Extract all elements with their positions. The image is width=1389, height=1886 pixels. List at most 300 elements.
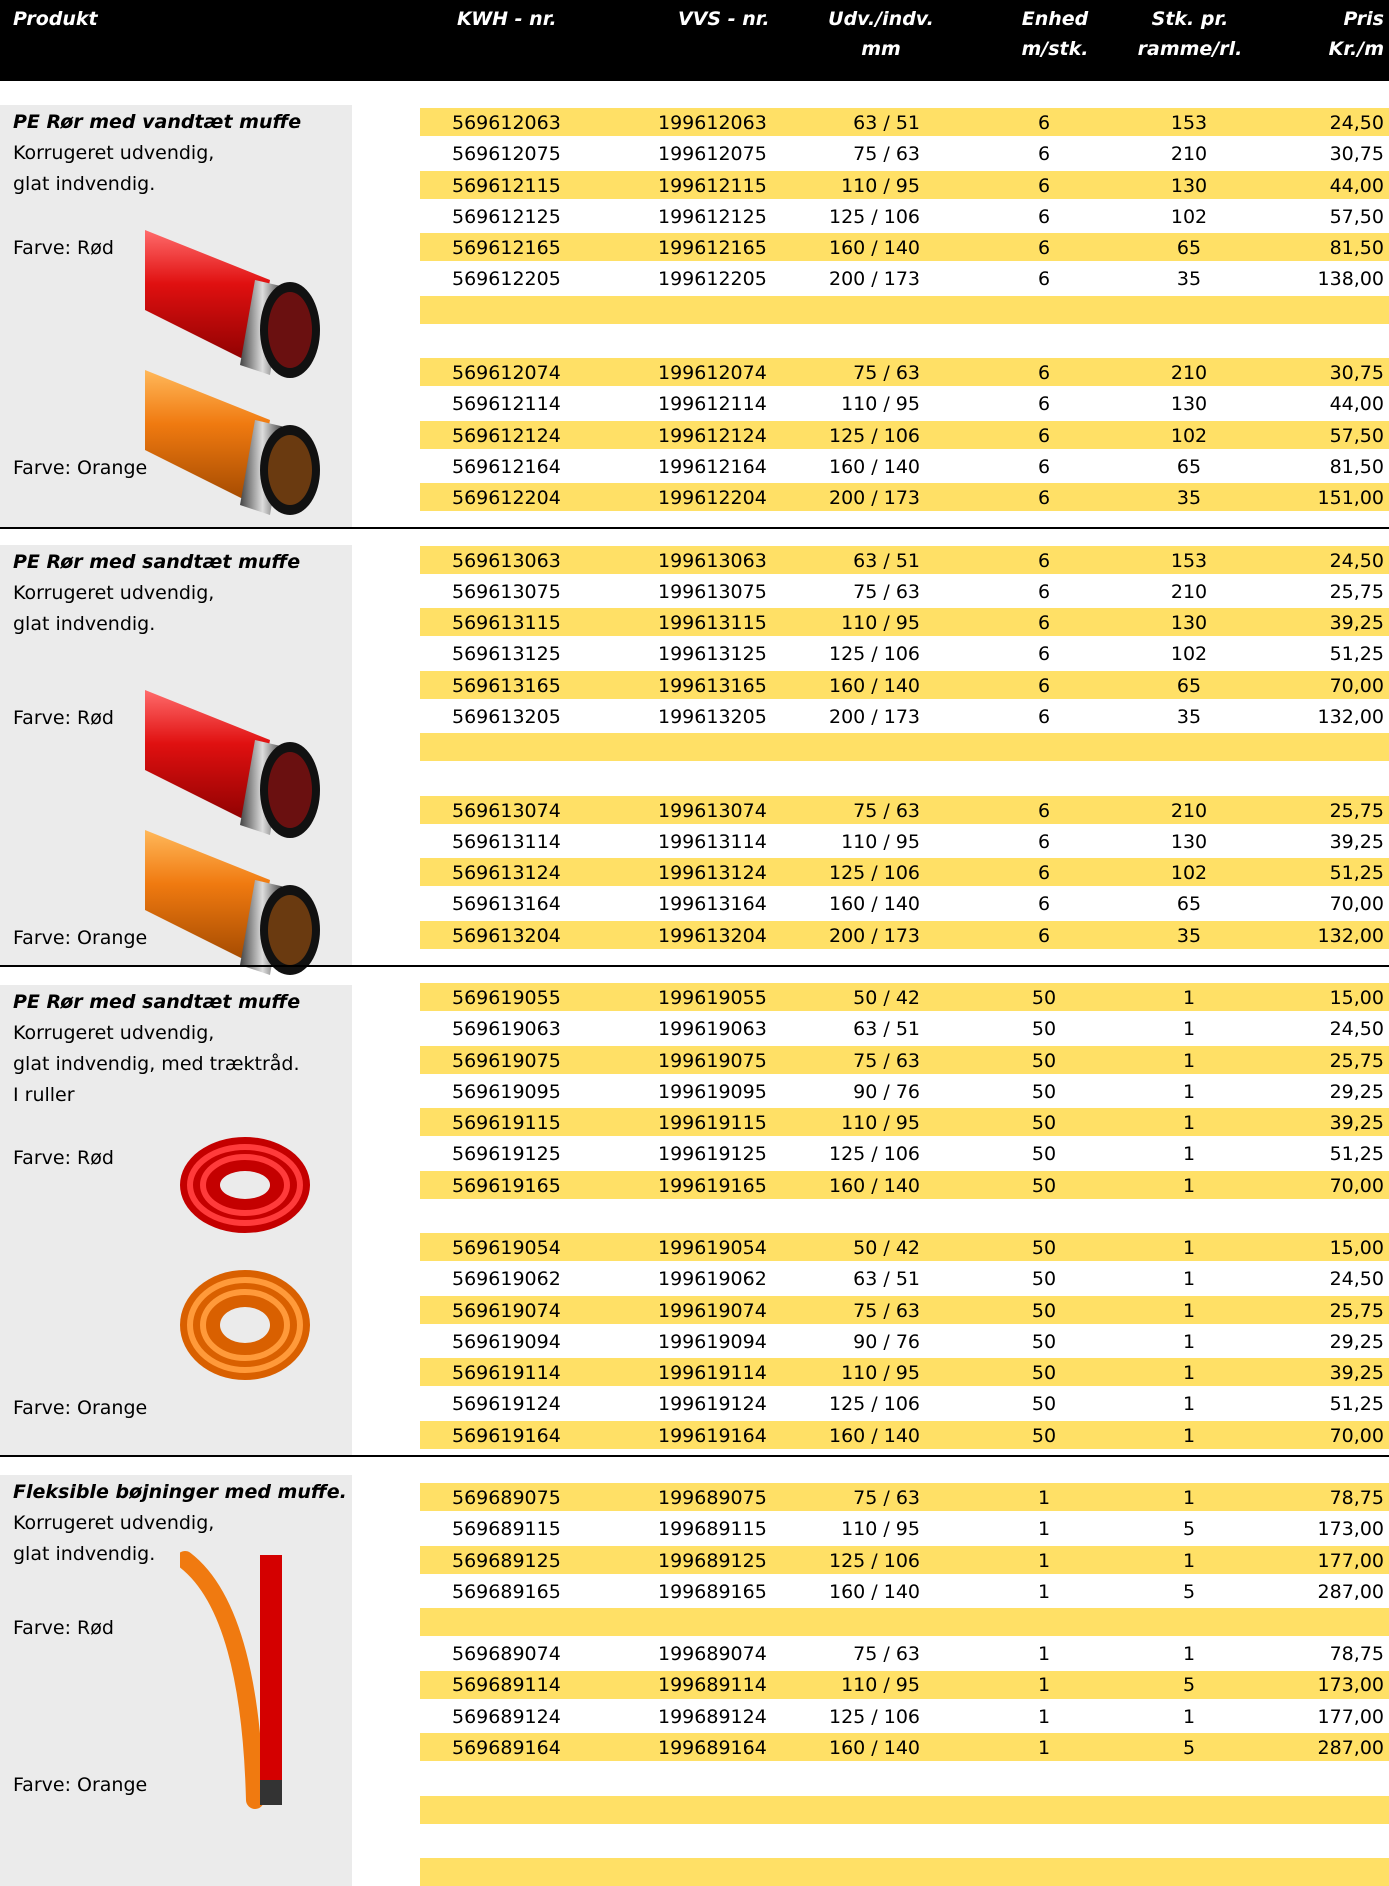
kwh-number: 569619055 <box>452 987 561 1009</box>
table-row <box>0 702 1389 733</box>
kwh-number: 569613124 <box>452 862 561 884</box>
section-desc: Korrugeret udvendig, <box>13 1022 215 1044</box>
unit-length: 6 <box>1037 925 1051 947</box>
kwh-number: 569619095 <box>452 1081 561 1103</box>
table-row <box>0 264 1389 295</box>
dimension: 160 / 140 <box>828 1581 920 1603</box>
color-red-label: Farve: Rød <box>13 707 114 729</box>
vvs-number: 199612204 <box>658 487 767 509</box>
section-desc: glat indvendig, med træktråd. <box>13 1053 300 1075</box>
header-dimension: Udv./indv. mm <box>828 8 934 60</box>
price: 29,25 <box>1329 1081 1384 1103</box>
unit-length: 6 <box>1037 487 1051 509</box>
pieces-per-frame: 102 <box>1170 425 1208 447</box>
pieces-per-frame: 1 <box>1182 1300 1196 1322</box>
unit-length: 6 <box>1037 456 1051 478</box>
pieces-per-frame: 5 <box>1182 1518 1196 1540</box>
pieces-per-frame: 35 <box>1176 487 1202 509</box>
unit-length: 50 <box>1031 1050 1057 1072</box>
unit-length: 6 <box>1037 393 1051 415</box>
vvs-number: 199613063 <box>658 550 767 572</box>
dimension: 110 / 95 <box>841 831 920 853</box>
table-row <box>0 202 1389 233</box>
pieces-per-frame: 35 <box>1176 268 1202 290</box>
price: 138,00 <box>1317 268 1384 290</box>
color-orange-label: Farve: Orange <box>13 457 148 479</box>
unit-length: 50 <box>1031 1331 1057 1353</box>
color-red-label: Farve: Rød <box>13 1147 114 1169</box>
pieces-per-frame: 1 <box>1182 1425 1196 1447</box>
kwh-number: 569619094 <box>452 1331 561 1353</box>
kwh-number: 569619164 <box>452 1425 561 1447</box>
vvs-number: 199619094 <box>658 1331 767 1353</box>
pieces-per-frame: 130 <box>1170 393 1208 415</box>
table-row <box>0 1014 1389 1045</box>
price: 25,75 <box>1329 1300 1384 1322</box>
unit-length: 6 <box>1037 675 1051 697</box>
vvs-number: 199619074 <box>658 1300 767 1322</box>
table-row <box>0 858 1389 889</box>
table-row <box>0 1327 1389 1358</box>
price: 51,25 <box>1329 1143 1384 1165</box>
dimension: 160 / 140 <box>828 237 920 259</box>
pieces-per-frame: 1 <box>1182 1550 1196 1572</box>
kwh-number: 569619054 <box>452 1237 561 1259</box>
pieces-per-frame: 102 <box>1170 862 1208 884</box>
table-row <box>0 358 1389 389</box>
dimension: 63 / 51 <box>853 1268 920 1290</box>
table-row <box>0 1389 1389 1420</box>
price: 173,00 <box>1317 1674 1384 1696</box>
dimension: 75 / 63 <box>853 1487 920 1509</box>
section-desc: I ruller <box>13 1084 75 1106</box>
table-row <box>0 1046 1389 1077</box>
vvs-number: 199612165 <box>658 237 767 259</box>
vvs-number: 199612125 <box>658 206 767 228</box>
pieces-per-frame: 130 <box>1170 175 1208 197</box>
dimension: 50 / 42 <box>853 1237 920 1259</box>
kwh-number: 569619063 <box>452 1018 561 1040</box>
vvs-number: 199612063 <box>658 112 767 134</box>
section-desc: glat indvendig. <box>13 1543 156 1565</box>
kwh-number: 569612124 <box>452 425 561 447</box>
pieces-per-frame: 35 <box>1176 925 1202 947</box>
unit-length: 50 <box>1031 1081 1057 1103</box>
kwh-number: 569612063 <box>452 112 561 134</box>
unit-length: 6 <box>1037 862 1051 884</box>
dimension: 125 / 106 <box>828 1550 920 1572</box>
unit-length: 1 <box>1037 1550 1051 1572</box>
dimension: 75 / 63 <box>853 143 920 165</box>
price: 177,00 <box>1317 1550 1384 1572</box>
table-row <box>0 1171 1389 1202</box>
table-row <box>0 1483 1389 1514</box>
price: 287,00 <box>1317 1581 1384 1603</box>
price: 30,75 <box>1329 143 1384 165</box>
section-desc: glat indvendig. <box>13 173 156 195</box>
dimension: 110 / 95 <box>841 1674 920 1696</box>
unit-length: 1 <box>1037 1518 1051 1540</box>
table-row <box>0 1670 1389 1701</box>
price: 29,25 <box>1329 1331 1384 1353</box>
pieces-per-frame: 153 <box>1170 550 1208 572</box>
vvs-number: 199689124 <box>658 1706 767 1728</box>
dimension: 63 / 51 <box>853 550 920 572</box>
pieces-per-frame: 210 <box>1170 800 1208 822</box>
dimension: 125 / 106 <box>828 1143 920 1165</box>
unit-length: 50 <box>1031 1018 1057 1040</box>
price: 24,50 <box>1329 550 1384 572</box>
pieces-per-frame: 1 <box>1182 1018 1196 1040</box>
dimension: 125 / 106 <box>828 643 920 665</box>
section-divider <box>0 965 1389 967</box>
dimension: 160 / 140 <box>828 893 920 915</box>
price: 81,50 <box>1329 237 1384 259</box>
table-row <box>0 1421 1389 1452</box>
dimension: 75 / 63 <box>853 1300 920 1322</box>
vvs-number: 199613205 <box>658 706 767 728</box>
row-stripe <box>420 733 1389 761</box>
table-row <box>0 389 1389 420</box>
vvs-number: 199613164 <box>658 893 767 915</box>
unit-length: 6 <box>1037 237 1051 259</box>
color-orange-label: Farve: Orange <box>13 927 148 949</box>
header-produkt: Produkt <box>13 8 98 30</box>
kwh-number: 569689115 <box>452 1518 561 1540</box>
price: 24,50 <box>1329 112 1384 134</box>
vvs-number: 199619054 <box>658 1237 767 1259</box>
unit-length: 50 <box>1031 1112 1057 1134</box>
pieces-per-frame: 1 <box>1182 1143 1196 1165</box>
kwh-number: 569612115 <box>452 175 561 197</box>
vvs-number: 199613074 <box>658 800 767 822</box>
kwh-number: 569612164 <box>452 456 561 478</box>
kwh-number: 569619115 <box>452 1112 561 1134</box>
kwh-number: 569689074 <box>452 1643 561 1665</box>
row-stripe <box>420 1858 1389 1886</box>
kwh-number: 569613164 <box>452 893 561 915</box>
unit-length: 6 <box>1037 831 1051 853</box>
unit-length: 50 <box>1031 1425 1057 1447</box>
unit-length: 6 <box>1037 143 1051 165</box>
pieces-per-frame: 1 <box>1182 1268 1196 1290</box>
dimension: 200 / 173 <box>828 925 920 947</box>
vvs-number: 199613125 <box>658 643 767 665</box>
price: 132,00 <box>1317 706 1384 728</box>
pieces-per-frame: 5 <box>1182 1581 1196 1603</box>
price: 78,75 <box>1329 1487 1384 1509</box>
kwh-number: 569612204 <box>452 487 561 509</box>
vvs-number: 199619063 <box>658 1018 767 1040</box>
kwh-number: 569613125 <box>452 643 561 665</box>
vvs-number: 199613075 <box>658 581 767 603</box>
pieces-per-frame: 35 <box>1176 706 1202 728</box>
dimension: 200 / 173 <box>828 706 920 728</box>
price: 173,00 <box>1317 1518 1384 1540</box>
pieces-per-frame: 153 <box>1170 112 1208 134</box>
table-row <box>0 639 1389 670</box>
section-title: PE Rør med sandtæt muffe <box>13 991 301 1013</box>
pieces-per-frame: 1 <box>1182 1237 1196 1259</box>
dimension: 160 / 140 <box>828 1737 920 1759</box>
kwh-number: 569689075 <box>452 1487 561 1509</box>
vvs-number: 199689115 <box>658 1518 767 1540</box>
vvs-number: 199619062 <box>658 1268 767 1290</box>
kwh-number: 569619074 <box>452 1300 561 1322</box>
header-stk: Stk. pr. ramme/rl. <box>1137 8 1243 60</box>
section-divider <box>0 1455 1389 1457</box>
dimension: 200 / 173 <box>828 268 920 290</box>
unit-length: 6 <box>1037 800 1051 822</box>
dimension: 110 / 95 <box>841 393 920 415</box>
kwh-number: 569612075 <box>452 143 561 165</box>
vvs-number: 199619114 <box>658 1362 767 1384</box>
pieces-per-frame: 65 <box>1176 893 1202 915</box>
vvs-number: 199612075 <box>658 143 767 165</box>
unit-length: 6 <box>1037 206 1051 228</box>
unit-length: 1 <box>1037 1581 1051 1603</box>
vvs-number: 199689125 <box>658 1550 767 1572</box>
unit-length: 6 <box>1037 581 1051 603</box>
table-row <box>0 577 1389 608</box>
price: 70,00 <box>1329 1175 1384 1197</box>
price: 39,25 <box>1329 1112 1384 1134</box>
color-orange-label: Farve: Orange <box>13 1397 148 1419</box>
pieces-per-frame: 65 <box>1176 675 1202 697</box>
dimension: 75 / 63 <box>853 362 920 384</box>
dimension: 110 / 95 <box>841 1518 920 1540</box>
row-stripe <box>420 1608 1389 1636</box>
pieces-per-frame: 1 <box>1182 1081 1196 1103</box>
table-row <box>0 139 1389 170</box>
dimension: 125 / 106 <box>828 1393 920 1415</box>
dimension: 110 / 95 <box>841 612 920 634</box>
price: 24,50 <box>1329 1268 1384 1290</box>
unit-length: 6 <box>1037 112 1051 134</box>
price: 70,00 <box>1329 675 1384 697</box>
kwh-number: 569612205 <box>452 268 561 290</box>
kwh-number: 569619062 <box>452 1268 561 1290</box>
color-orange-label: Farve: Orange <box>13 1774 148 1796</box>
kwh-number: 569612165 <box>452 237 561 259</box>
dimension: 160 / 140 <box>828 1175 920 1197</box>
kwh-number: 569612125 <box>452 206 561 228</box>
vvs-number: 199619164 <box>658 1425 767 1447</box>
unit-length: 50 <box>1031 1143 1057 1165</box>
vvs-number: 199613114 <box>658 831 767 853</box>
dimension: 50 / 42 <box>853 987 920 1009</box>
section-desc: Korrugeret udvendig, <box>13 142 215 164</box>
vvs-number: 199612205 <box>658 268 767 290</box>
price: 177,00 <box>1317 1706 1384 1728</box>
pieces-per-frame: 5 <box>1182 1737 1196 1759</box>
unit-length: 6 <box>1037 612 1051 634</box>
pieces-per-frame: 1 <box>1182 1643 1196 1665</box>
vvs-number: 199619124 <box>658 1393 767 1415</box>
price: 44,00 <box>1329 393 1384 415</box>
table-row <box>0 1108 1389 1139</box>
row-stripe <box>420 1796 1389 1824</box>
section-title: PE Rør med sandtæt muffe <box>13 551 301 573</box>
pieces-per-frame: 5 <box>1182 1674 1196 1696</box>
vvs-number: 199612074 <box>658 362 767 384</box>
unit-length: 50 <box>1031 987 1057 1009</box>
price: 57,50 <box>1329 206 1384 228</box>
unit-length: 50 <box>1031 1300 1057 1322</box>
table-row <box>0 983 1389 1014</box>
table-row <box>0 796 1389 827</box>
table-row <box>0 1639 1389 1670</box>
unit-length: 50 <box>1031 1393 1057 1415</box>
dimension: 110 / 95 <box>841 1362 920 1384</box>
price: 70,00 <box>1329 1425 1384 1447</box>
vvs-number: 199689164 <box>658 1737 767 1759</box>
kwh-number: 569619125 <box>452 1143 561 1165</box>
dimension: 75 / 63 <box>853 800 920 822</box>
price: 24,50 <box>1329 1018 1384 1040</box>
kwh-number: 569612114 <box>452 393 561 415</box>
price: 39,25 <box>1329 1362 1384 1384</box>
price: 287,00 <box>1317 1737 1384 1759</box>
vvs-number: 199689114 <box>658 1674 767 1696</box>
table-row <box>0 1358 1389 1389</box>
section-title: Fleksible bøjninger med muffe. <box>13 1481 347 1503</box>
vvs-number: 199619075 <box>658 1050 767 1072</box>
unit-length: 6 <box>1037 643 1051 665</box>
pieces-per-frame: 1 <box>1182 987 1196 1009</box>
pieces-per-frame: 130 <box>1170 831 1208 853</box>
pieces-per-frame: 210 <box>1170 581 1208 603</box>
pieces-per-frame: 1 <box>1182 1487 1196 1509</box>
price: 39,25 <box>1329 612 1384 634</box>
dimension: 160 / 140 <box>828 1425 920 1447</box>
dimension: 125 / 106 <box>828 425 920 447</box>
unit-length: 6 <box>1037 362 1051 384</box>
price: 132,00 <box>1317 925 1384 947</box>
table-row <box>0 1514 1389 1545</box>
vvs-number: 199612124 <box>658 425 767 447</box>
table-row <box>0 171 1389 202</box>
table-header <box>0 0 1389 81</box>
pieces-per-frame: 65 <box>1176 237 1202 259</box>
table-row <box>0 889 1389 920</box>
table-row <box>0 1577 1389 1608</box>
row-stripe <box>420 296 1389 324</box>
table-row <box>0 421 1389 452</box>
kwh-number: 569613204 <box>452 925 561 947</box>
vvs-number: 199619095 <box>658 1081 767 1103</box>
vvs-number: 199612115 <box>658 175 767 197</box>
pieces-per-frame: 1 <box>1182 1362 1196 1384</box>
table-row <box>0 1077 1389 1108</box>
pieces-per-frame: 1 <box>1182 1393 1196 1415</box>
kwh-number: 569613114 <box>452 831 561 853</box>
price: 25,75 <box>1329 581 1384 603</box>
table-row <box>0 1733 1389 1764</box>
dimension: 200 / 173 <box>828 487 920 509</box>
vvs-number: 199689165 <box>658 1581 767 1603</box>
dimension: 90 / 76 <box>853 1081 920 1103</box>
kwh-number: 569689114 <box>452 1674 561 1696</box>
price: 81,50 <box>1329 456 1384 478</box>
table-row <box>0 1139 1389 1170</box>
section-desc: Korrugeret udvendig, <box>13 1512 215 1534</box>
vvs-number: 199619165 <box>658 1175 767 1197</box>
dimension: 63 / 51 <box>853 112 920 134</box>
dimension: 160 / 140 <box>828 675 920 697</box>
vvs-number: 199612164 <box>658 456 767 478</box>
pieces-per-frame: 1 <box>1182 1331 1196 1353</box>
kwh-number: 569619165 <box>452 1175 561 1197</box>
vvs-number: 199612114 <box>658 393 767 415</box>
kwh-number: 569689165 <box>452 1581 561 1603</box>
vvs-number: 199689074 <box>658 1643 767 1665</box>
kwh-number: 569613115 <box>452 612 561 634</box>
header-pris: Pris Kr./m <box>1328 8 1384 60</box>
price: 15,00 <box>1329 987 1384 1009</box>
unit-length: 50 <box>1031 1268 1057 1290</box>
color-red-label: Farve: Rød <box>13 237 114 259</box>
vvs-number: 199689075 <box>658 1487 767 1509</box>
vvs-number: 199619125 <box>658 1143 767 1165</box>
dimension: 110 / 95 <box>841 1112 920 1134</box>
pieces-per-frame: 65 <box>1176 456 1202 478</box>
header-kwh: KWH - nr. <box>457 8 557 30</box>
dimension: 160 / 140 <box>828 456 920 478</box>
table-row <box>0 827 1389 858</box>
table-row <box>0 1546 1389 1577</box>
pieces-per-frame: 1 <box>1182 1175 1196 1197</box>
vvs-number: 199613115 <box>658 612 767 634</box>
table-row <box>0 671 1389 702</box>
dimension: 75 / 63 <box>853 1643 920 1665</box>
kwh-number: 569613063 <box>452 550 561 572</box>
table-row <box>0 483 1389 514</box>
unit-length: 1 <box>1037 1487 1051 1509</box>
unit-length: 6 <box>1037 706 1051 728</box>
kwh-number: 569689125 <box>452 1550 561 1572</box>
dimension: 63 / 51 <box>853 1018 920 1040</box>
table-row <box>0 546 1389 577</box>
dimension: 125 / 106 <box>828 862 920 884</box>
kwh-number: 569689124 <box>452 1706 561 1728</box>
table-row <box>0 452 1389 483</box>
price: 70,00 <box>1329 893 1384 915</box>
price: 44,00 <box>1329 175 1384 197</box>
price: 78,75 <box>1329 1643 1384 1665</box>
table-row <box>0 1233 1389 1264</box>
vvs-number: 199613165 <box>658 675 767 697</box>
pieces-per-frame: 1 <box>1182 1706 1196 1728</box>
vvs-number: 199619115 <box>658 1112 767 1134</box>
dimension: 125 / 106 <box>828 1706 920 1728</box>
dimension: 75 / 63 <box>853 1050 920 1072</box>
dimension: 110 / 95 <box>841 175 920 197</box>
pieces-per-frame: 102 <box>1170 643 1208 665</box>
unit-length: 1 <box>1037 1674 1051 1696</box>
kwh-number: 569613205 <box>452 706 561 728</box>
vvs-number: 199619055 <box>658 987 767 1009</box>
dimension: 75 / 63 <box>853 581 920 603</box>
pieces-per-frame: 130 <box>1170 612 1208 634</box>
unit-length: 6 <box>1037 425 1051 447</box>
kwh-number: 569619124 <box>452 1393 561 1415</box>
price: 51,25 <box>1329 862 1384 884</box>
table-row <box>0 608 1389 639</box>
price: 15,00 <box>1329 1237 1384 1259</box>
price: 25,75 <box>1329 1050 1384 1072</box>
header-vvs: VVS - nr. <box>678 8 770 30</box>
